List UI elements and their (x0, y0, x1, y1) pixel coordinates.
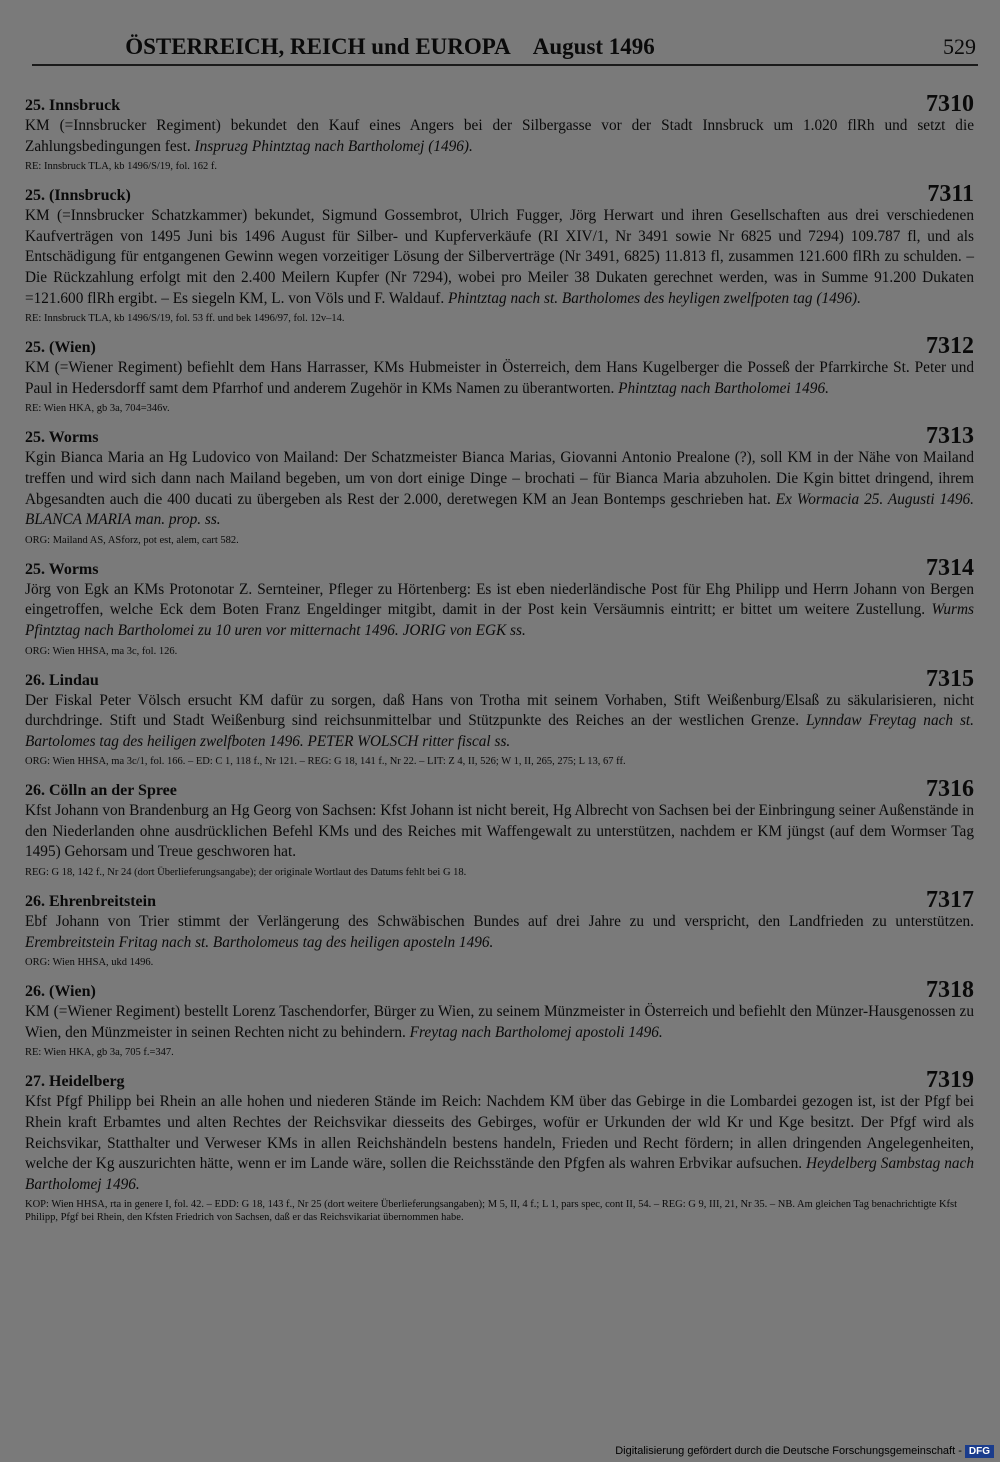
entries-list (25, 92, 974, 1233)
entry-head (25, 92, 974, 116)
entry-heading: 25. (Innsbruck) (25, 187, 131, 205)
entry-text: Jörg von Egk an KMs Protonotar Z. Sernteiner, Pfleger zu Hörtenberg: Es ist eben niederländische Post für Ehg Philipp und Herrn Johann von Bergen eingetroffen, welche Eck dem Boten Franz Engeldinger mitgibt, damit in der Post kein Versäumnis eintritt; er bittet um weitere Zustellung. (25, 580, 974, 619)
entry-reference: REG: G 18, 142 f., Nr 24 (dort Überlieferungsangabe); der originale Wortlaut des Datums fehlt bei G 18. (25, 867, 467, 879)
entry-date: Phintztag nach Bartholomei 1496. (618, 379, 829, 397)
entry (25, 888, 974, 969)
entry-reference: ORG: Wien HHSA, ma 3c, fol. 126. (25, 645, 178, 657)
entry-head (25, 1068, 974, 1092)
entry-reference: RE: Innsbruck TLA, kb 1496/S/19, fol. 162 f. (25, 161, 218, 173)
entry-head (25, 334, 974, 358)
entry-number: 7316 (926, 776, 974, 803)
entry-body (25, 358, 974, 399)
entry-head (25, 424, 974, 448)
entry-number: 7310 (926, 91, 974, 117)
entry-number: 7317 (926, 887, 974, 914)
entry-text: KM (=Innsbrucker Regiment) bekundet den Kauf eines Angers bei der Silbergasse vor der Stadt Innsbruck um 1.020 flRh und setzt die Zahlungsbedingungen fest. (25, 117, 974, 155)
entry-body (25, 580, 974, 642)
entry (25, 1068, 974, 1224)
header-month: August 1496 (532, 34, 655, 59)
entry-number: 7315 (926, 665, 974, 692)
entry-number: 7312 (926, 333, 974, 360)
entry-head (25, 978, 974, 1002)
entry-date: Lynndaw Freytag nach st. Bartolomes tag des heiligen zwelfboten 1496. PETER WOLSCH ritter fiscal ss. (25, 712, 974, 750)
entry-head (25, 888, 974, 912)
entry-date: Freytag nach Bartholomej apostoli 1496. (409, 1023, 663, 1041)
entry-text: Ebf Johann von Trier stimmt der Verlängerung des Schwäbischen Bundes auf drei Jahre zu und verspricht, den Landfrieden zu unterstützen. (25, 913, 974, 931)
entry (25, 978, 974, 1059)
entry-head (25, 667, 974, 691)
entry-body (25, 206, 974, 309)
running-title (0, 34, 780, 60)
entry (25, 556, 974, 658)
entry-number: 7311 (927, 181, 974, 208)
entry (25, 777, 974, 879)
header-title-text: ÖSTERREICH, REICH und EUROPA (125, 34, 511, 59)
entry (25, 424, 974, 546)
entry-body (25, 1002, 974, 1043)
entry-reference: KOP: Wien HHSA, rta in genere I, fol. 42. – EDD: G 18, 143 f., Nr 25 (dort weitere Überlieferungsangaben); M 5, II, 4 f.; L 1, pars spec, cont II, 54. – REG: G 9, III, 21, Nr 35. – NB. Am gleichen Tag benachrichtigte Kfst Philipp, Pfgf bei Rhein, den Kfsten Friedrich von Sachsen, daß er das Reichsvikariat übernommen habe. (25, 1199, 958, 1224)
entry-text: Kfst Johann von Brandenburg an Hg Georg von Sachsen: Kfst Johann ist nicht bereit, Hg Albrecht von Sachsen bei der Einbringung seiner Außenstände in den Niederlanden ohne ausdrücklichen Befehl KMs und des Reiches mit Waffengewalt zu unterstützen, nachdem er KM jüngst (auf dem Wormser Tag 1495) Gehorsam und Treue geschworen hat. (25, 802, 974, 861)
entry-reference: ORG: Wien HHSA, ma 3c/1, fol. 166. – ED: C 1, 118 f., Nr 121. – REG: G 18, 141 f., Nr 22. – LIT: Z 4, II, 526; W 1, II, 265, 275; L 13, 67 ff. (25, 756, 626, 768)
entry-reference: ORG: Mailand AS, ASforz, pot est, alem, cart 582. (25, 534, 239, 546)
entry-reference: RE: Wien HKA, gb 3a, 704=346v. (25, 403, 170, 415)
entry (25, 92, 974, 173)
entry-date: Erembreitstein Fritag nach st. Bartholomeus tag des heiligen aposteln 1496. (25, 933, 494, 951)
entry-body (25, 1092, 974, 1195)
entry-number: 7314 (926, 554, 974, 581)
entry-head (25, 777, 974, 801)
entry-text: Kgin Bianca Maria an Hg Ludovico von Mailand: Der Schatzmeister Bianca Marias, Giovanni Antonio Prealone (?), soll KM in der Nähe von Mailand treffen und wird sich dann nach Mailand begeben, um von dort einige Dinge – brochati – für Bianca Maria abzuholen. Die Kgin bittet dringend, ihrem Abgesandten auch die 400 ducati zu übergeben als Rest der 2.000, deretwegen KM an Jean Bontemps geschrieben hat. (25, 449, 974, 508)
page-number: 529 (943, 34, 976, 59)
entry-reference: RE: Wien HKA, gb 3a, 705 f.=347. (25, 1047, 174, 1059)
entry-text: KM (=Wiener Regiment) bestellt Lorenz Taschendorfer, Bürger zu Wien, zu seinem Münzmeister in Österreich und befiehlt den Münzer-Hausgenossen zu Wien, den Münzmeister in seinen Rechten nicht zu behindern. (25, 1003, 974, 1041)
entry-date: Wurms Pfintztag nach Bartholomei zu 10 uren vor mitternacht 1496. JORIG von EGK ss. (25, 601, 974, 639)
footer-text: Digitalisierung gefördert durch die Deutsche Forschungsgemeinschaft - (615, 1445, 962, 1457)
header-rule (32, 64, 978, 66)
entry-text: Kfst Pfgf Philipp bei Rhein an alle hohen und niederen Stände im Reich: Nachdem KM über das Gebirge in die Lombardei gezogen ist, ist der Pfgf bei Rhein kraft Erbamtes und alten Rechtes der Reichsvikar diesseits des Gebirges, wofür er Urkunden der wld Kr und Kge besitzt. Der Pfgf wird als Reichsvikar, Statthalter und Verweser KMs in allen Reichshändeln bestens handeln, Frieden und Recht fördern; in allen dringenden Angelegenheiten, welche der Kg auszurichten hätte, wenn er im Lande wäre, sollen die Reichsstände den Pfgfen als wahren Erbvikar aufsuchen. (25, 1093, 974, 1173)
entry-body (25, 691, 974, 753)
entry-number: 7319 (926, 1067, 974, 1094)
entry-number: 7313 (926, 423, 974, 450)
entry (25, 334, 974, 415)
entry-date: Phintztag nach st. Bartholomes des heyligen zwelfpoten tag (1496). (448, 289, 861, 307)
entry-date: Inspruгg Phintztag nach Bartholomej (1496). (194, 137, 473, 155)
entry-date: Heydelberg Sambstag nach Bartholomej 1496. (25, 1155, 974, 1193)
entry-body (25, 912, 974, 953)
entry-heading: 25. Worms (25, 560, 99, 578)
page-header (0, 34, 1000, 74)
entry-heading: 25. (Wien) (25, 339, 96, 357)
entry (25, 667, 974, 769)
entry-heading: 26. (Wien) (25, 983, 96, 1001)
entry-heading: 26. Ehrenbreitstein (25, 893, 156, 911)
entry-body (25, 116, 974, 157)
entry-head (25, 556, 974, 580)
dfg-logo: DFG (965, 1445, 994, 1458)
entry-head (25, 182, 974, 206)
entry-heading: 26. Lindau (25, 671, 99, 689)
entry-number: 7318 (926, 977, 974, 1004)
entry-text: Der Fiskal Peter Völsch ersucht KM dafür zu sorgen, daß Hans von Trotha mit seinem Vorhaben, Stift Weißenburg/Elsaß zu säkularisieren, nicht durchdringe. Stift und Stadt Weißenburg sind reichsunmittelbar und Stützpunkte des Reiches an der westlichen Grenze. (25, 691, 974, 730)
footer-credit (615, 1445, 994, 1458)
entry-heading: 27. Heidelberg (25, 1073, 125, 1091)
entry (25, 182, 974, 325)
entry-text: KM (=Wiener Regiment) befiehlt dem Hans Harrasser, KMs Hubmeister in Österreich, dem Hans Kugelberger die Posseß der Pfarrkirche St. Peter und Paul in Hedersdorff samt dem Pfarrhof und anderem Zugehör in KMs Namen zu überantworten. (25, 359, 974, 397)
entry-heading: 25. Innsbruck (25, 97, 121, 114)
entry-text: KM (=Innsbrucker Schatzkammer) bekundet, Sigmund Gossembrot, Ulrich Fugger, Jörg Herwart und ihren Gesellschaften aus drei verschiedenen Kaufverträgen von 1495 Juni bis 1496 August für Silber- und Kupferverkäufe (RI XIV/1, Nr 3491 sowie Nr 6825 und 7294) 109.787 fl, und als Entschädigung für entgangenen Gewinn wegen vorzeitiger Lösung der Silberverträge (Nr 3491, 6825) 11.813 fl, zusammen 121.600 flRh zu schulden. – Die Rückzahlung erfolgt mit den 2.400 Meilern Kupfer (Nr 7294), wobei pro Meiler 38 Dukaten gerechnet werden, was in Summe 91.200 Dukaten =121.600 flRh ergibt. – Es siegeln KM, L. von Völs und F. Waldauf. (25, 207, 974, 307)
entry-reference: RE: Innsbruck TLA, kb 1496/S/19, fol. 53 ff. und bek 1496/97, fol. 12v–14. (25, 313, 345, 325)
entry-date: Ex Wormacia 25. Augusti 1496. BLANCA MARIA man. prop. ss. (25, 490, 974, 529)
entry-body (25, 448, 974, 530)
entry-body (25, 801, 974, 863)
entry-heading: 26. Cölln an der Spree (25, 782, 177, 800)
entry-heading: 25. Worms (25, 429, 99, 447)
entry-reference: ORG: Wien HHSA, ukd 1496. (25, 957, 154, 969)
